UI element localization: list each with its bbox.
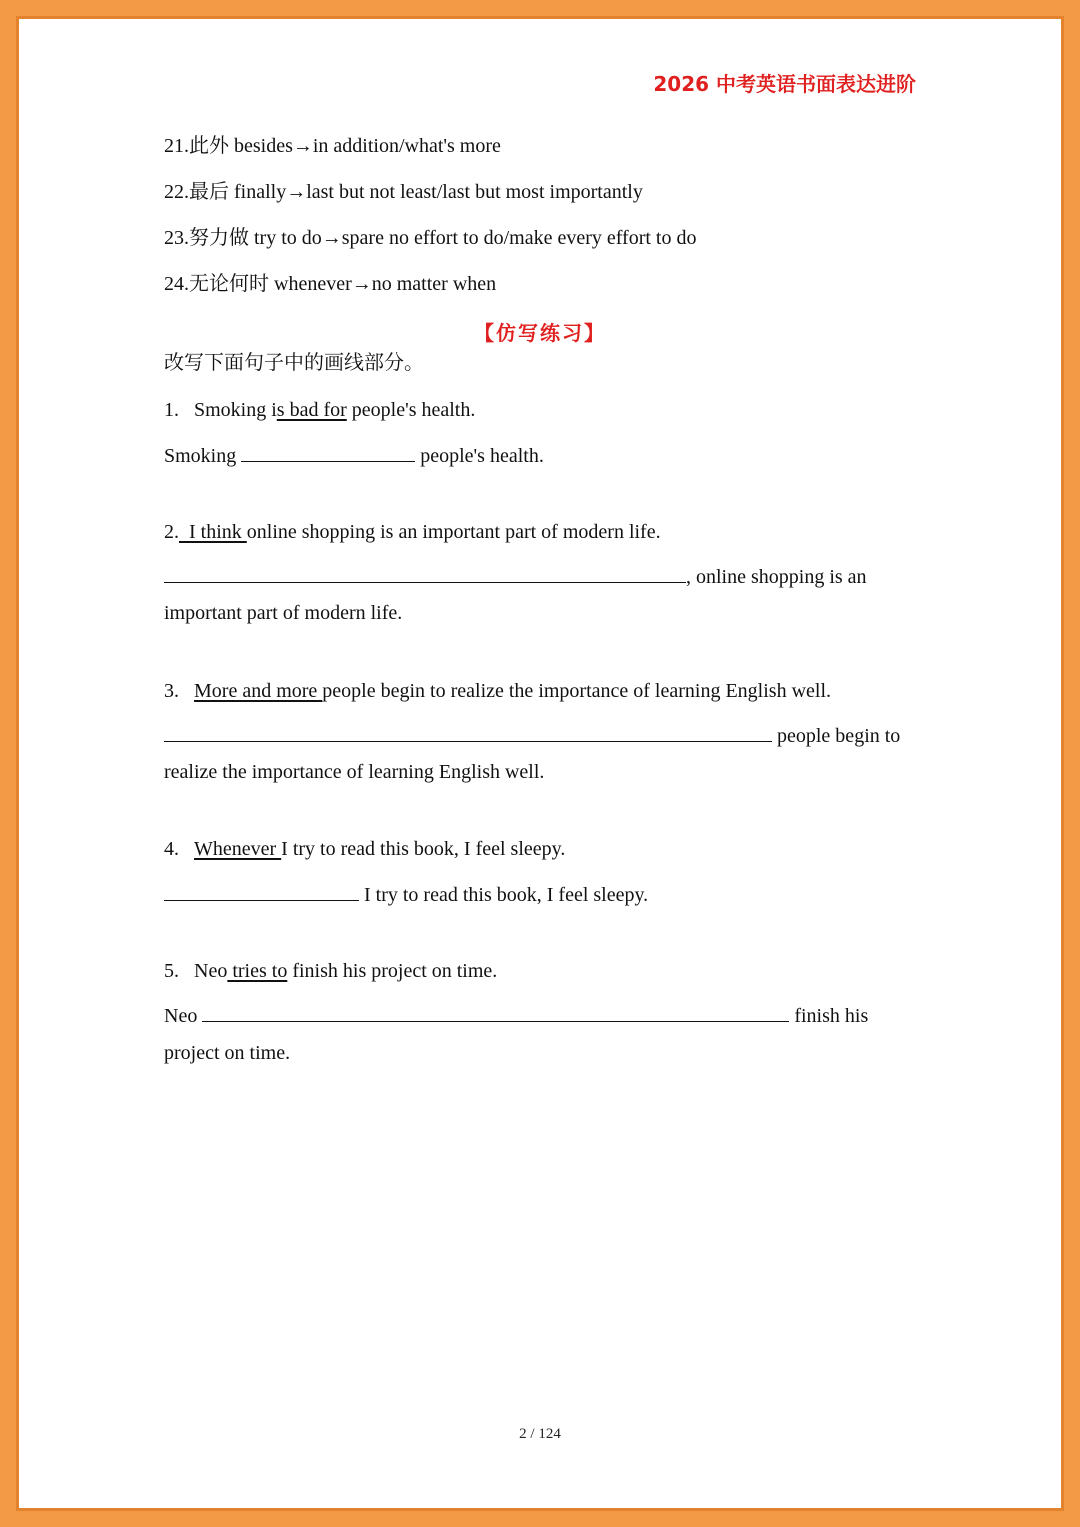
exercise-5-answer-continuation: project on time. — [164, 1042, 291, 1064]
phrase-item: 24.无论何时 whenever→no matter when — [164, 273, 497, 295]
answer-prefix: Neo — [164, 1005, 198, 1027]
underlined-part: tries to — [227, 960, 288, 982]
exercise-5-answer-line — [164, 1003, 868, 1028]
answer-suffix: I try to read this book, I feel sleepy. — [364, 884, 649, 906]
phrase-item: 22.最后 finally→last but not least/last but most importantly — [164, 181, 643, 203]
section-instruction: 改写下面句子中的画线部分。 — [164, 352, 424, 374]
exercise-number: 2. — [164, 521, 179, 543]
sentence-text: Neo — [194, 960, 228, 982]
document-header-title: 2026 中考英语书面表达进阶 — [653, 72, 916, 96]
exercise-4-answer-line — [164, 882, 648, 907]
exercise-1-sentence — [164, 398, 475, 422]
answer-blank[interactable] — [202, 1003, 789, 1022]
exercise-3-answer-continuation: realize the importance of learning English well. — [164, 761, 545, 783]
exercise-number: 3. — [164, 680, 179, 702]
sentence-text: people's health. — [346, 399, 476, 421]
answer-blank[interactable] — [241, 443, 415, 462]
answer-suffix: , online shopping is an — [686, 566, 867, 588]
sentence-text: I try to read this book, I feel sleepy. — [281, 838, 566, 860]
answer-blank[interactable] — [164, 882, 359, 901]
sentence-text: people begin to realize the importance of learning English well. — [322, 680, 832, 702]
answer-suffix: people's health. — [420, 445, 544, 467]
exercise-3-answer-line — [164, 723, 900, 748]
exercise-5-sentence — [164, 959, 497, 983]
underlined-part: s bad for — [276, 399, 347, 421]
exercise-2-answer-line — [164, 564, 867, 589]
sentence-text: online shopping is an important part of modern life. — [246, 521, 661, 543]
underlined-part: Whenever — [194, 838, 282, 860]
exercise-number: 5. — [164, 960, 179, 982]
answer-suffix: people begin to — [777, 725, 901, 747]
section-title: 【仿写练习】 — [474, 321, 606, 345]
answer-prefix: Smoking — [164, 445, 237, 467]
exercise-2-answer-continuation: important part of modern life. — [164, 602, 403, 624]
exercise-number: 1. — [164, 399, 179, 421]
exercise-1-answer-line — [164, 443, 544, 468]
answer-suffix: finish his — [794, 1005, 869, 1027]
underlined-part: More and more — [194, 680, 323, 702]
exercise-4-sentence — [164, 837, 565, 861]
exercise-number: 4. — [164, 838, 179, 860]
sentence-text: finish his project on time. — [287, 960, 498, 982]
answer-blank[interactable] — [164, 564, 686, 583]
page-number: 2 / 124 — [519, 1426, 561, 1442]
exercise-3-sentence — [164, 679, 831, 703]
answer-blank[interactable] — [164, 723, 772, 742]
phrase-item: 23.努力做 try to do→spare no effort to do/make every effort to do — [164, 227, 697, 249]
underlined-part: I think — [179, 521, 247, 543]
phrase-item: 21.此外 besides→in addition/what's more — [164, 135, 501, 157]
sentence-text: Smoking i — [194, 399, 277, 421]
exercise-2-sentence — [164, 520, 661, 544]
